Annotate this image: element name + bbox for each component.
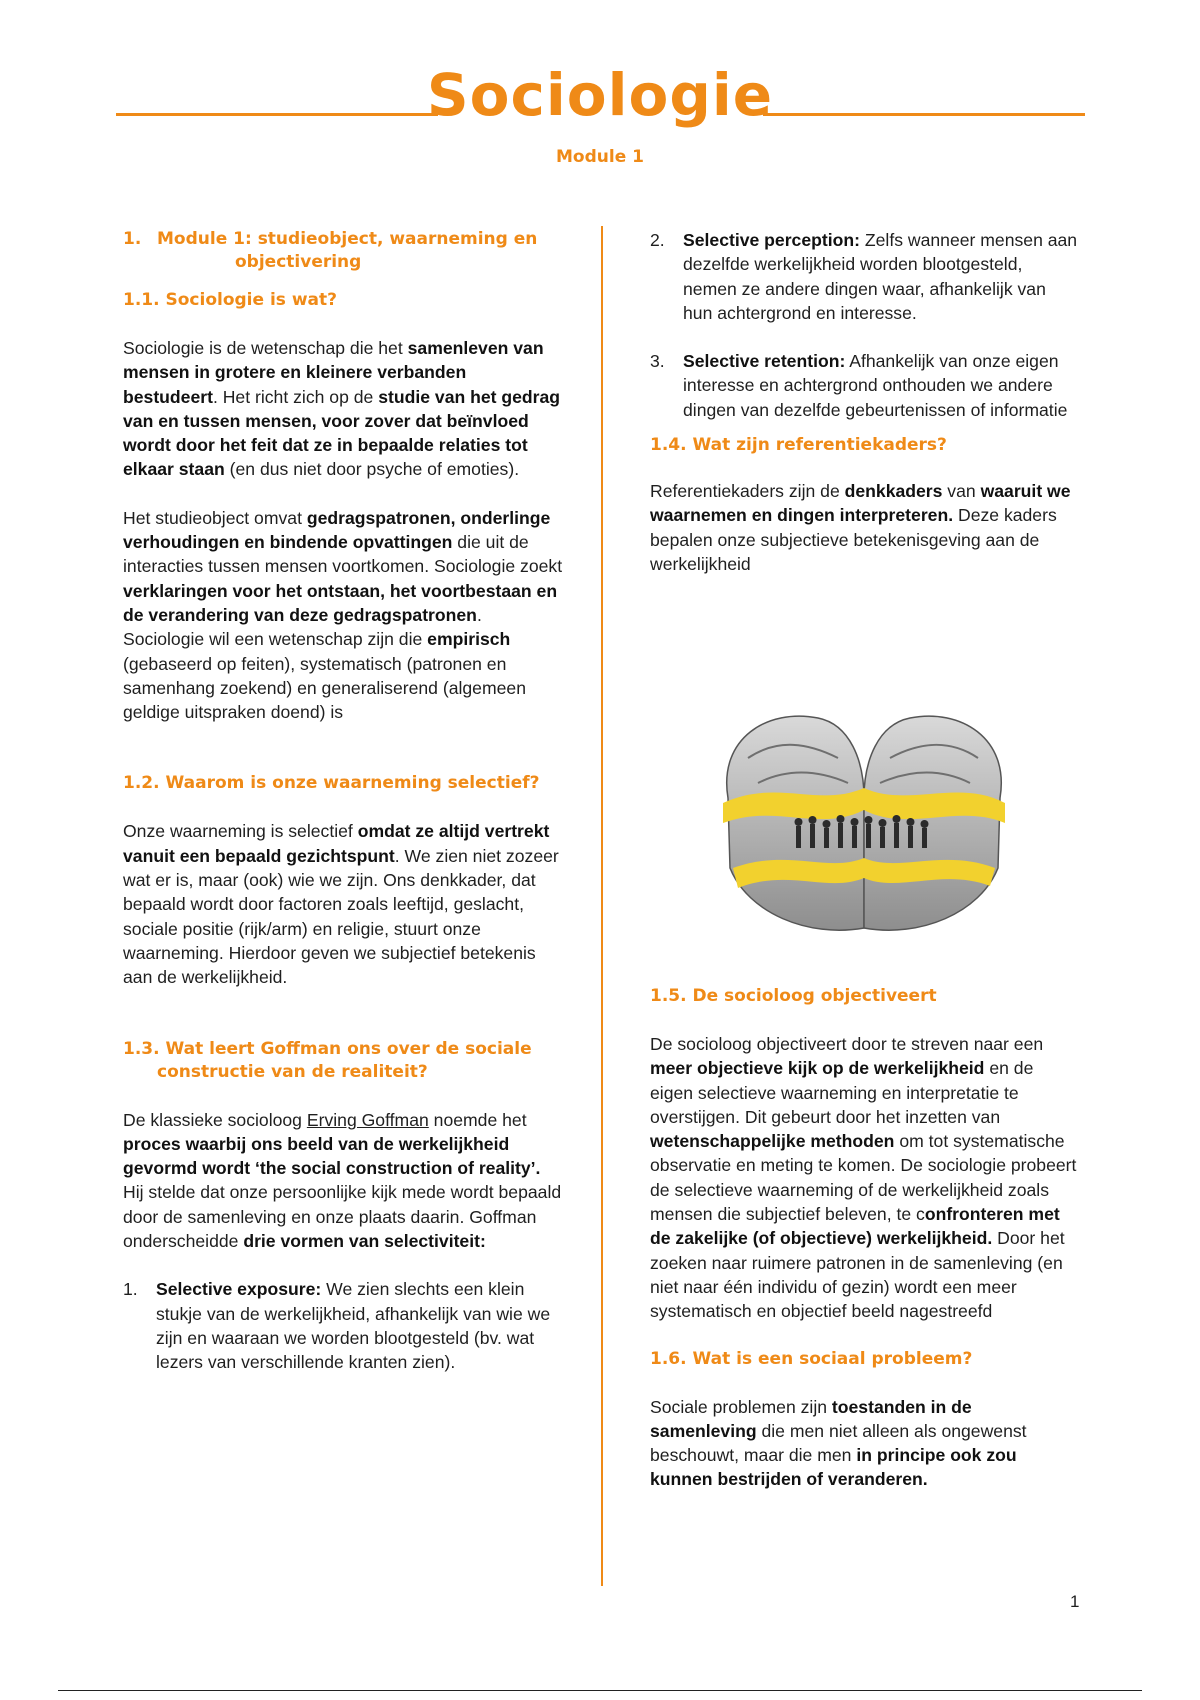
list-item-3 <box>650 349 1080 422</box>
text-2: . We zien niet zozeer wat er is, maar (ook) wie we zijn. Ons denkkader, dat bepaald wordt door factoren zoals leeftijd, geslacht, sociale positie (rijk/arm) en religie, stuurt onze waarneming. Hierdoor geven we subjectief betekenis aan de werkelijkheid. <box>123 845 559 988</box>
list-item-1 <box>123 1277 563 1374</box>
list-item-3-term: Selective retention: <box>683 351 846 372</box>
bold-text-1: gedragspatronen, onderlinge verhoudingen en bindende opvattingen <box>123 507 551 553</box>
paragraph-6 <box>650 1032 1080 1324</box>
heading-1-line2: objectivering <box>235 252 362 272</box>
page-subtitle: Module 1 <box>556 147 644 167</box>
paragraph-7 <box>650 1395 1080 1492</box>
heading-1-3-cont: constructie van de realiteit? <box>157 1061 428 1082</box>
bold-text-3: in principe ook zou kunnen bestrijden of veranderen. <box>650 1445 1017 1490</box>
bold-text-1: meer objectieve kijk op de werkelijkheid <box>650 1058 985 1079</box>
heading-1-line1: Module 1: studieobject, waarneming en <box>157 229 538 249</box>
list-item-1-text: We zien slechts een klein stukje van de werkelijkheid, afhankelijk van wie we zijn en waaraan we worden blootgesteld (bv. wat lezers van verschillende kranten zien). <box>156 1279 551 1373</box>
text-2: die men niet alleen als ongewenst beschouwt, maar die men <box>650 1420 1027 1466</box>
right-column <box>650 228 1080 576</box>
text-0: Referentiekaders zijn de <box>650 481 845 502</box>
list-item-2-text: Zelfs wanneer mensen aan dezelfde werkelijkheid worden blootgesteld, nemen ze andere dingen waar, afhankelijk van hun achtergrond en interesse. <box>683 230 1078 323</box>
bold-text-1: toestanden in de samenleving <box>650 1396 972 1441</box>
page-number: 1 <box>1070 1592 1080 1611</box>
heading-1-6: 1.6. Wat is een sociaal probleem? <box>650 1348 973 1369</box>
bold-text-1: proces waarbij ons beeld van de werkelijkheid gevormd wordt ‘the social construction of reality’. <box>123 1133 541 1179</box>
list-item-3-body <box>683 349 1080 422</box>
goffman-name: Erving Goffman <box>306 1109 429 1130</box>
heading-1-cont <box>123 251 563 274</box>
text-6: (gebaseerd op feiten), systematisch (patronen en samenhang zoekend) en generaliserend (algemeen geldige uitspraken doend) is <box>123 653 526 723</box>
bold-text-1: samenleven van mensen in grotere en kleinere verbanden bestudeert <box>123 338 544 407</box>
text-0: De socioloog objectiveert door te streven naar een <box>650 1034 1044 1054</box>
bold-text-3: drie vormen van selectiviteit: <box>243 1231 486 1252</box>
bold-text-5: onfronteren met de zakelijke (of objectieve) werkelijkheid. <box>650 1204 1060 1249</box>
text-4: (en dus niet door psyche of emoties). <box>224 459 520 480</box>
heading-1-1: 1.1. Sociologie is wat? <box>123 290 337 310</box>
text-4: . Sociologie wil een wetenschap zijn die <box>123 604 482 650</box>
list-item-1-body <box>156 1277 563 1374</box>
paragraph-1 <box>123 336 563 482</box>
bold-text-3: studie van het gedrag van en tussen mensen, voor zover dat beïnvloed wordt door het feit dat ze in bepaalde relaties tot elkaar staan <box>123 386 561 480</box>
page-title: Sociologie <box>426 61 774 129</box>
right-column-lower <box>650 985 1080 1492</box>
paragraph-3 <box>123 819 563 989</box>
text-2: . Het richt zich op de <box>212 386 379 407</box>
heading-1-4: 1.4. Wat zijn referentiekaders? <box>650 435 947 456</box>
heading-1-number: 1. <box>123 229 142 249</box>
heading-1-3: 1.3. Wat leert Goffman ons over de sociale <box>123 1038 532 1059</box>
paragraph-2 <box>123 506 563 725</box>
column-divider <box>601 226 603 1586</box>
text-2: die uit de interacties tussen mensen voortkomen. Sociologie zoekt <box>123 532 563 577</box>
text-0: noemde het <box>428 1109 527 1130</box>
list-item-1-number: 1. <box>123 1279 138 1300</box>
text-0: Het studieobject omvat <box>123 507 307 528</box>
text-0: Sociologie is de wetenschap die het <box>123 338 408 358</box>
text-4: Deze kaders bepalen onze subjectieve betekenisgeving aan de werkelijkheid <box>650 505 1057 574</box>
footer-rule <box>58 1690 1142 1691</box>
paragraph-4 <box>123 1108 563 1254</box>
bold-text-1: omdat ze altijd vertrekt vanuit een bepaald gezichtspunt <box>123 821 550 866</box>
text-2: van <box>942 481 981 502</box>
list-item-2-body <box>683 228 1080 325</box>
text-4: om tot systematische observatie en meting te komen. De sociologie probeert de selectieve waarneming of de werkelijkheid zoals mensen die subjectief beleven, te c <box>650 1131 1077 1225</box>
paragraph-4-rest <box>123 1110 561 1251</box>
list-item-2-number: 2. <box>650 230 665 250</box>
heading-1 <box>123 228 563 251</box>
left-column <box>123 228 563 1375</box>
heading-1-2: 1.2. Waarom is onze waarneming selectief? <box>123 773 540 794</box>
bold-text-3: wetenschappelijke methoden <box>650 1131 895 1152</box>
list-item-2-term: Selective perception: <box>683 230 860 250</box>
text-0: Sociale problemen zijn <box>650 1396 832 1417</box>
list-item-1-term: Selective exposure: <box>156 1279 322 1300</box>
bold-text-3: verklaringen voor het ontstaan, het voortbestaan en de verandering van deze gedragspatronen <box>123 580 558 625</box>
bold-text-1: denkkaders <box>844 481 943 502</box>
heading-1-5: 1.5. De socioloog objectiveert <box>650 986 937 1006</box>
hands-illustration <box>718 698 1010 943</box>
text-6: Door het zoeken naar ruimere patronen in de samenleving (en niet naar één individu of gezin) wordt een meer systematisch en objectief beeld nagestreefd <box>650 1228 1065 1322</box>
paragraph-4-start: De klassieke socioloog <box>123 1109 307 1130</box>
paragraph-5 <box>650 479 1080 576</box>
text-2: en de eigen selectieve waarneming en interpretatie te overstijgen. Dit gebeurt door het inzetten van <box>650 1058 1034 1127</box>
text-0: Onze waarneming is selectief <box>123 821 358 842</box>
list-item-3-text: Afhankelijk van onze eigen interesse en achtergrond onthouden we andere dingen van dezelfde gebeurtenissen of informatie <box>683 351 1068 420</box>
bold-text-5: empirisch <box>427 629 511 650</box>
bold-text-3: waaruit we waarnemen en dingen interpreteren. <box>650 481 1071 526</box>
list-item-2 <box>650 228 1080 325</box>
list-item-3-number: 3. <box>650 351 665 372</box>
text-2: Hij stelde dat onze persoonlijke kijk mede wordt bepaald door de samenleving en onze plaats daarin. Goffman onderscheidde <box>123 1182 562 1252</box>
